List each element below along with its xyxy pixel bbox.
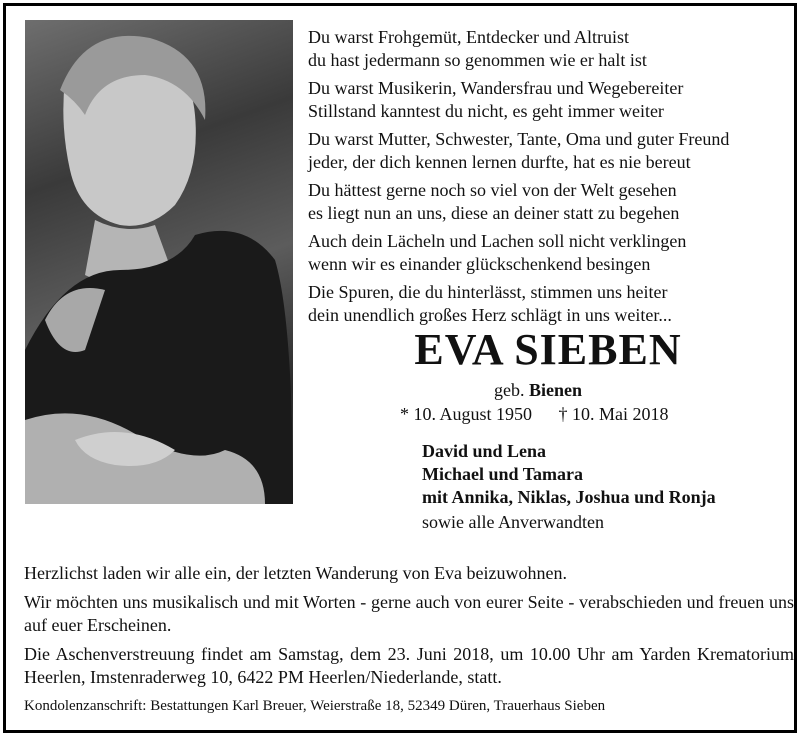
poem-stanza bbox=[308, 230, 788, 276]
poem-stanza bbox=[308, 77, 788, 123]
portrait-illustration bbox=[25, 20, 293, 504]
poem-line: Du warst Frohgemüt, Entdecker und Altruist bbox=[308, 27, 629, 47]
invitation-text: Herzlichst laden wir alle ein, der letzten Wanderung von Eva beizuwohnen. bbox=[24, 563, 568, 583]
mourner-line: mit Annika, Niklas, Joshua und Ronja bbox=[422, 487, 716, 507]
poem-line: dein unendlich großes Herz schlägt in uns weiter... bbox=[308, 305, 672, 325]
poem-line: Du warst Mutter, Schwester, Tante, Oma und guter Freund bbox=[308, 129, 730, 149]
poem-line: du hast jedermann so genommen wie er halt ist bbox=[308, 50, 647, 70]
maiden-name: Bienen bbox=[529, 380, 583, 400]
condolence-address: Kondolenzanschrift: Bestattungen Karl Breuer, Weierstraße 18, 52349 Düren, Trauerhaus Sieben bbox=[24, 698, 606, 714]
poem-line: Auch dein Lächeln und Lachen soll nicht verklingen bbox=[308, 231, 687, 251]
death-date: † 10. Mai 2018 bbox=[558, 404, 669, 424]
obituary-notice bbox=[3, 3, 797, 733]
poem bbox=[308, 26, 788, 332]
poem-line: Du warst Musikerin, Wandersfrau und Wegebereiter bbox=[308, 78, 684, 98]
poem-stanza bbox=[308, 179, 788, 225]
poem-stanza bbox=[308, 281, 788, 327]
maiden-name-line bbox=[494, 380, 582, 401]
notice-text bbox=[24, 562, 794, 724]
life-dates bbox=[400, 404, 691, 425]
poem-line: es liegt nun an uns, diese an deiner statt zu begehen bbox=[308, 203, 680, 223]
mourner-others: sowie alle Anverwandten bbox=[422, 512, 604, 532]
poem-line: Stillstand kanntest du nicht, es geht immer weiter bbox=[308, 101, 664, 121]
poem-stanza bbox=[308, 26, 788, 72]
portrait-photo bbox=[25, 20, 293, 504]
mourners bbox=[422, 440, 716, 534]
deceased-name: EVA SIEBEN bbox=[414, 325, 682, 374]
poem-line: Die Spuren, die du hinterlässt, stimmen uns heiter bbox=[308, 282, 668, 302]
poem-stanza bbox=[308, 128, 788, 174]
mourner-line: Michael und Tamara bbox=[422, 464, 584, 484]
geb-prefix: geb. bbox=[494, 380, 525, 400]
poem-line: Du hättest gerne noch so viel von der Welt gesehen bbox=[308, 180, 677, 200]
ceremony-text: Die Aschenverstreuung findet am Samstag, dem 23. Juni 2018, um 10.00 Uhr am Yarden Krematorium Heerlen, Imstenraderweg 10, 6422 PM Heerlen/Niederlande, statt. bbox=[24, 644, 794, 687]
poem-line: jeder, der dich kennen lernen durfte, hat es nie bereut bbox=[308, 152, 691, 172]
birth-date: * 10. August 1950 bbox=[400, 404, 533, 424]
poem-line: wenn wir es einander glückschenkend besingen bbox=[308, 254, 651, 274]
farewell-text: Wir möchten uns musikalisch und mit Worten - gerne auch von eurer Seite - verabschieden und freuen uns auf euer Erscheinen. bbox=[24, 592, 794, 635]
mourner-line: David und Lena bbox=[422, 441, 547, 461]
